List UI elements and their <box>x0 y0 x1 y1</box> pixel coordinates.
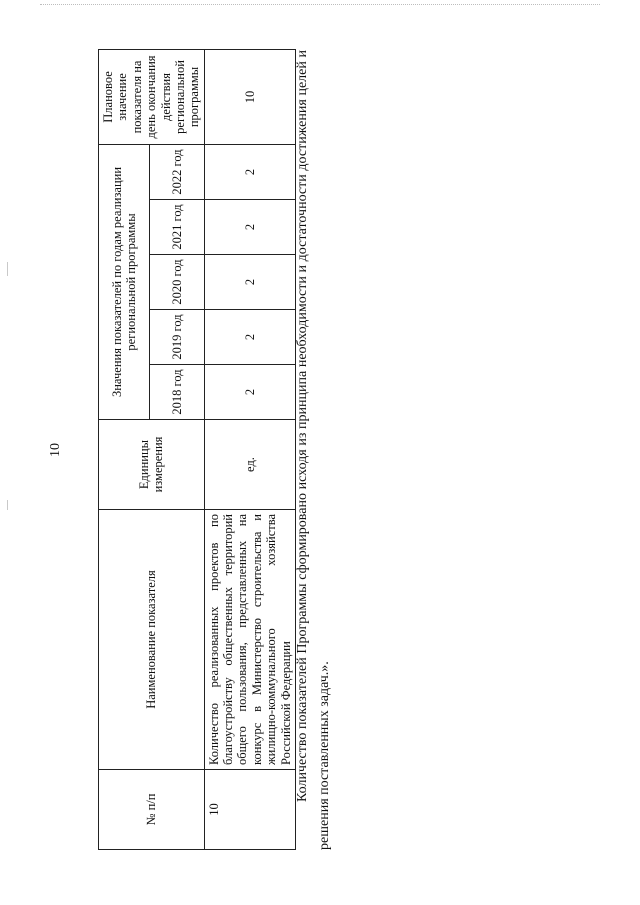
closing-paragraph <box>292 50 335 850</box>
rotated-page <box>20 20 620 880</box>
scan-artifact-speck <box>7 262 8 276</box>
scan-artifact-line <box>40 4 600 5</box>
header-year-2020: 2020 год <box>150 255 204 310</box>
header-years-group: Значения показателей по годам реализации региональной программы <box>99 144 150 419</box>
closing-paragraph-text: Количество показателей Программы сформировано исходя из принципа необходимости и достаточности достижения целей и решения поставленных задач.». <box>295 50 332 850</box>
page-number: 10 <box>48 443 63 457</box>
row-value-2019: 2 <box>204 310 295 365</box>
header-unit: Единицы измерения <box>99 420 205 510</box>
row-num: 10 <box>204 770 295 850</box>
row-name: Количество реализованных проектов по благоустройству общественных территорий общего пользования, представленных на конкурс в Министерство строительства и жилищно-коммунального хозяйства Российской Федерации <box>204 510 295 770</box>
table-row <box>204 49 295 849</box>
row-value-2020: 2 <box>204 255 295 310</box>
header-plan: Плановое значение показателя на день окончания действия региональной программы <box>99 49 205 144</box>
row-value-2018: 2 <box>204 365 295 420</box>
header-num: № п/п <box>99 770 205 850</box>
row-plan: 10 <box>204 49 295 144</box>
header-year-2019: 2019 год <box>150 310 204 365</box>
indicators-table <box>98 49 296 850</box>
header-year-2022: 2022 год <box>150 144 204 199</box>
scan-artifact-speck <box>7 500 8 510</box>
header-year-2021: 2021 год <box>150 200 204 255</box>
header-name: Наименование показателя <box>99 510 205 770</box>
row-value-2021: 2 <box>204 200 295 255</box>
row-unit: ед. <box>204 420 295 510</box>
header-year-2018: 2018 год <box>150 365 204 420</box>
row-value-2022: 2 <box>204 144 295 199</box>
